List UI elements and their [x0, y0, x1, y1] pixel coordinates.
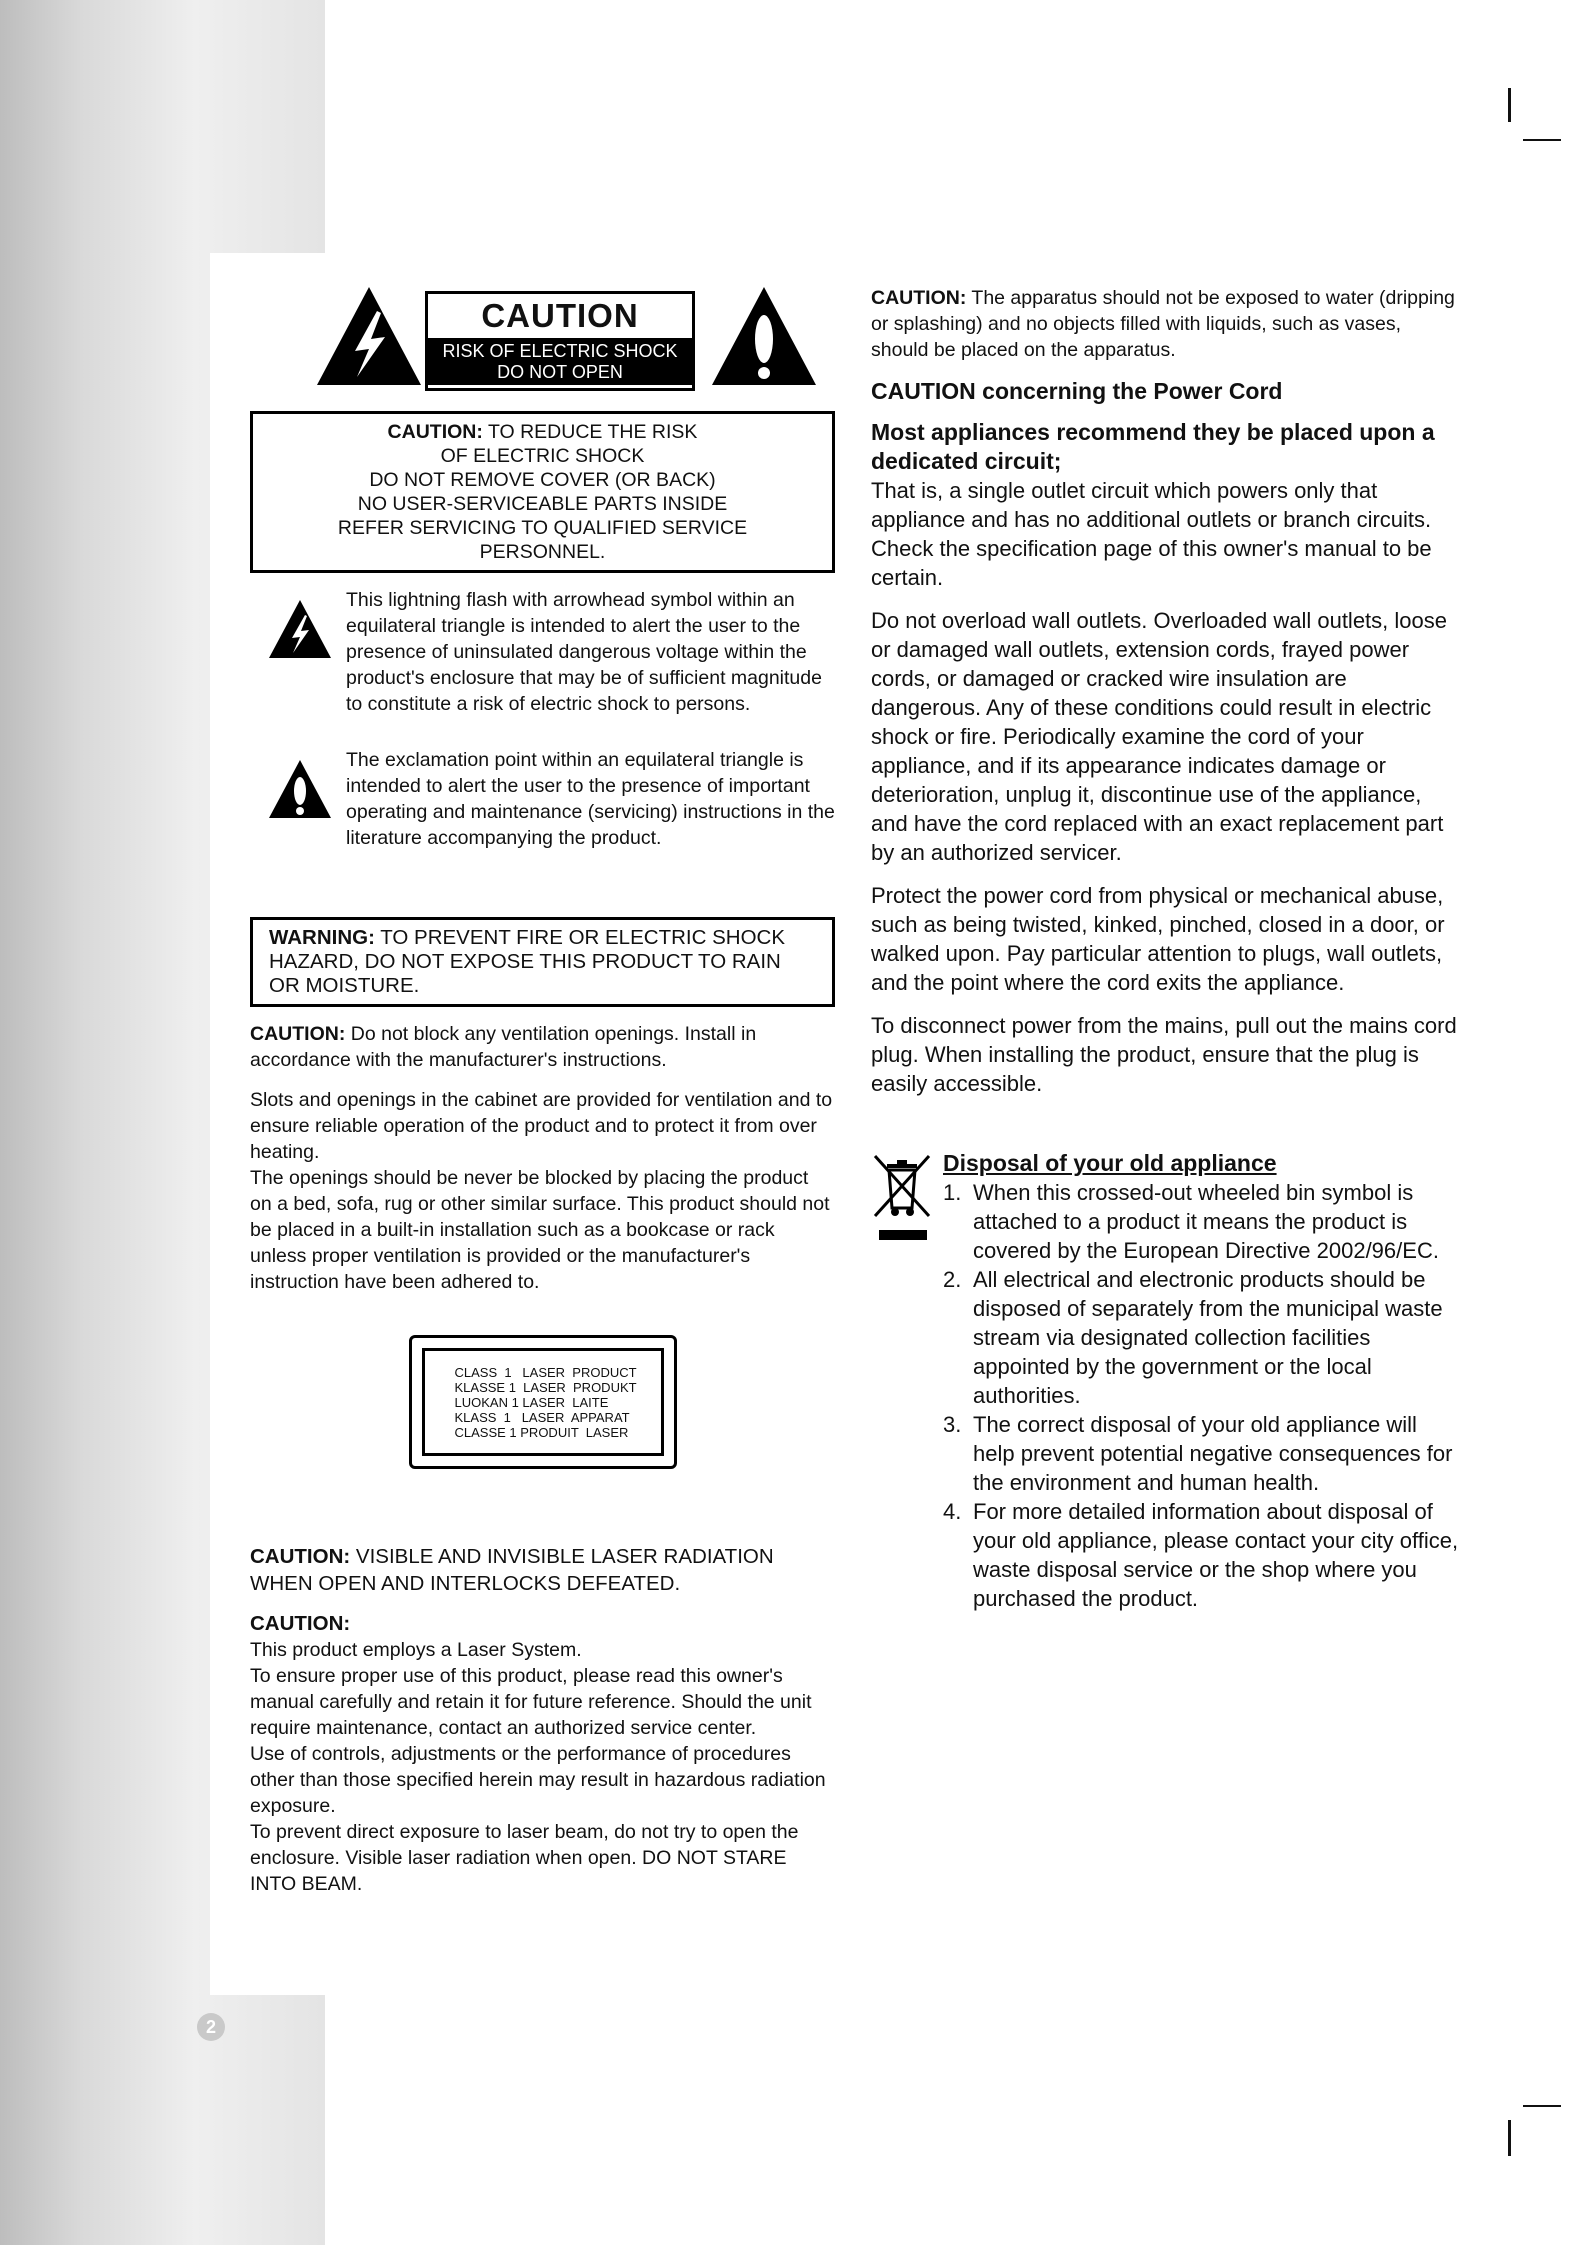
laser-radiation-caution	[250, 1543, 835, 1597]
slots-text-2: The openings should be never be blocked by placing the product on a bed, sofa, rug or other similar surface. This product should not be placed in a built-in installation such as a bookcase or rack unless proper ventilation is provided or the manufacturer's instruction have been adhered to.	[250, 1167, 830, 1293]
crossed-out-bin-icon	[871, 1152, 933, 1248]
list-item-number: 2.	[943, 1267, 962, 1292]
laser-system-caution	[250, 1611, 835, 1897]
warning-label: WARNING:	[269, 926, 375, 949]
caution-band-line1: RISK OF ELECTRIC SHOCK	[442, 341, 678, 361]
exclamation-triangle-icon	[268, 759, 332, 819]
caution-band	[428, 338, 692, 385]
caution-title: CAUTION	[481, 297, 639, 334]
laser-class-label	[409, 1335, 677, 1469]
list-item-text: When this crossed-out wheeled bin symbol is attached to a product it means the product is covered by the European Directive 2002/96/EC.	[973, 1180, 1439, 1263]
disposal-list	[943, 1178, 1461, 1613]
laser-system-line4: To prevent direct exposure to laser beam, do not try to open the enclosure. Visible laser radiation when open. DO NOT STARE INTO BEAM.	[250, 1821, 799, 1895]
caution-shock-line5: REFER SERVICING TO QUALIFIED SERVICE	[337, 517, 748, 539]
warning-box	[250, 917, 835, 1007]
lightning-triangle-icon	[268, 599, 332, 659]
list-item-number: 4.	[943, 1499, 962, 1524]
caution-shock-line2: OF ELECTRIC SHOCK	[440, 445, 645, 467]
disposal-title: Disposal of your old appliance	[943, 1150, 1277, 1176]
list-item-text: The correct disposal of your old appliance will help prevent potential negative consequences for the environment and human health.	[973, 1412, 1453, 1495]
right-column	[871, 285, 1461, 1613]
caution-band-line2: DO NOT OPEN	[497, 362, 623, 382]
slots-text-1: Slots and openings in the cabinet are provided for ventilation and to ensure reliable operation of the product and to protect it from over heating.	[250, 1089, 833, 1163]
water-text: The apparatus should not be exposed to water (dripping or splashing) and no objects filled with liquids, such as vases, should be placed on the apparatus.	[871, 287, 1455, 361]
list-item-text: All electrical and electronic products should be disposed of separately from the municipal waste stream via designated collection facilities appointed by the government or the local authorities.	[973, 1267, 1443, 1408]
laser-label-line3: LUOKAN 1 LASER LAITE	[454, 1395, 609, 1410]
caution-shock-line1: TO REDUCE THE RISK	[487, 421, 698, 443]
laser-label-line2: KLASSE 1 LASER PRODUKT	[454, 1380, 637, 1395]
disposal-section	[871, 1148, 1461, 1613]
crop-mark-top-horizontal	[1523, 139, 1561, 141]
laser-radiation-text: VISIBLE AND INVISIBLE LASER RADIATION WHEN OPEN AND INTERLOCKS DEFEATED.	[250, 1545, 774, 1595]
disconnect-paragraph: To disconnect power from the mains, pull out the mains cord plug. When installing the product, ensure that the plug is easily accessible.	[871, 1013, 1457, 1096]
page-number: 2	[197, 2013, 225, 2041]
list-item	[943, 1497, 1461, 1613]
lightning-symbol-row	[250, 587, 835, 717]
protect-cord-paragraph: Protect the power cord from physical or mechanical abuse, such as being twisted, kinked, pinched, closed in a door, or walked upon. Pay particular attention to plugs, wall outlets, and the point where the cord exits the appliance.	[871, 883, 1445, 995]
lightning-warning-icon	[315, 285, 423, 387]
dedicated-circuit-paragraph	[871, 418, 1461, 592]
laser-system-line3: Use of controls, adjustments or the performance of procedures other than those specified herein may result in hazardous radiation exposure.	[250, 1743, 826, 1817]
laser-system-line2: To ensure proper use of this product, please read this owner's manual carefully and retain it for future reference. Should the unit require maintenance, contact an authorized service center.	[250, 1665, 812, 1739]
list-item	[943, 1178, 1461, 1265]
left-column	[250, 285, 835, 1911]
caution-shock-line6: PERSONNEL.	[479, 541, 606, 563]
dedicated-circuit-text: That is, a single outlet circuit which powers only that appliance and has no additional outlets or branch circuits. Check the specification page of this owner's manual to be certain.	[871, 478, 1432, 590]
list-item-number: 3.	[943, 1412, 962, 1437]
caution-shock-label: CAUTION:	[387, 421, 483, 443]
crop-mark-bottom-horizontal	[1523, 2105, 1561, 2107]
slots-paragraph	[250, 1087, 835, 1295]
caution-header	[315, 285, 835, 397]
list-item	[943, 1265, 1461, 1410]
crop-mark-top-vertical	[1508, 88, 1511, 122]
warning-text: TO PREVENT FIRE OR ELECTRIC SHOCK HAZARD, DO NOT EXPOSE THIS PRODUCT TO RAIN OR MOISTURE.	[269, 926, 785, 997]
laser-label-line1: CLASS 1 LASER PRODUCT	[454, 1365, 637, 1380]
list-item	[943, 1410, 1461, 1497]
ventilation-label: CAUTION:	[250, 1023, 346, 1045]
laser-system-label: CAUTION:	[250, 1612, 351, 1635]
ventilation-caution	[250, 1021, 835, 1073]
overload-paragraph: Do not overload wall outlets. Overloaded wall outlets, loose or damaged wall outlets, extension cords, frayed power cords, or damaged or cracked wire insulation are dangerous. Any of these conditions could result in electric shock or fire. Periodically examine the cord of your appliance, and if its appearance indicates damage or deterioration, unplug it, discontinue use of the appliance, and have the cord replaced with an exact replacement part by an authorized servicer.	[871, 608, 1447, 865]
water-caution	[871, 285, 1461, 363]
laser-system-line1: This product employs a Laser System.	[250, 1639, 582, 1661]
exclamation-warning-icon	[710, 285, 818, 387]
water-label: CAUTION:	[871, 287, 967, 309]
lightning-symbol-text: This lightning flash with arrowhead symbol within an equilateral triangle is intended to alert the user to the presence of uninsulated dangerous voltage within the product's enclosure that may be of sufficient magnitude to constitute a risk of electric shock to persons.	[346, 589, 822, 715]
power-cord-heading: CAUTION concerning the Power Cord	[871, 378, 1283, 404]
caution-shock-box	[250, 411, 835, 573]
caution-shock-line3: DO NOT REMOVE COVER (OR BACK)	[369, 469, 716, 491]
exclamation-symbol-text: The exclamation point within an equilateral triangle is intended to alert the user to the presence of important operating and maintenance (servicing) instructions in the literature accompanying the product.	[346, 749, 835, 849]
caution-label-box	[425, 291, 695, 391]
list-item-number: 1.	[943, 1180, 962, 1205]
list-item-text: For more detailed information about disposal of your old appliance, please contact your city office, waste disposal service or the shop where you purchased the product.	[973, 1499, 1459, 1611]
exclamation-symbol-row	[250, 747, 835, 851]
crop-mark-bottom-vertical	[1508, 2120, 1511, 2156]
laser-label-line4: KLASS 1 LASER APPARAT	[454, 1410, 630, 1425]
dedicated-circuit-heading: Most appliances recommend they be placed upon a dedicated circuit;	[871, 419, 1435, 474]
laser-radiation-label: CAUTION:	[250, 1545, 351, 1568]
ventilation-text: Do not block any ventilation openings. Install in accordance with the manufacturer's instructions.	[250, 1023, 757, 1071]
caution-shock-line4: NO USER-SERVICEABLE PARTS INSIDE	[357, 493, 728, 515]
laser-label-line5: CLASSE 1 PRODUIT LASER	[454, 1425, 629, 1440]
